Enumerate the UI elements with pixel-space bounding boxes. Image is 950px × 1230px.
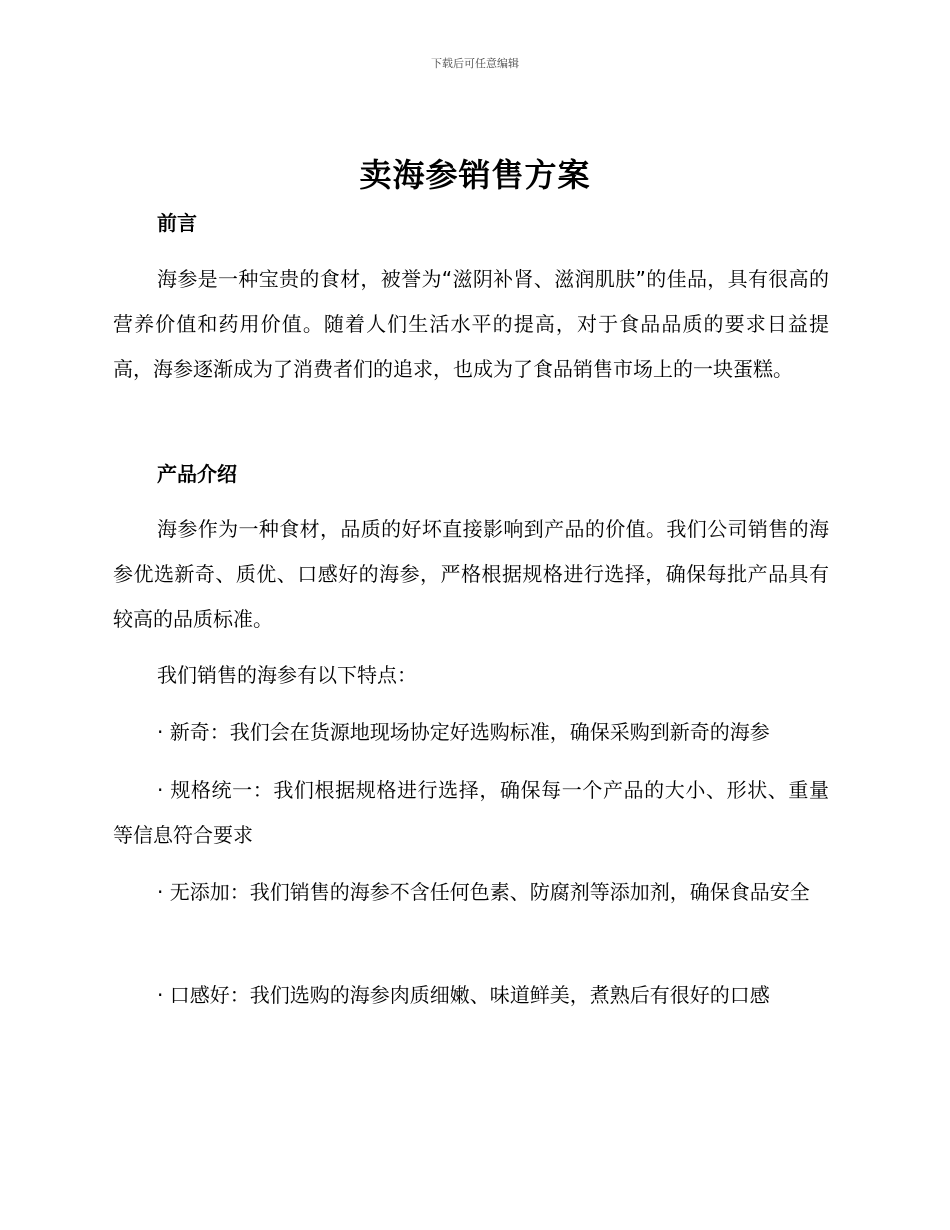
- document-title: 卖海参销售方案: [359, 156, 591, 194]
- features-intro: 我们销售的海参有以下特点：: [157, 663, 417, 687]
- preface-heading: 前言: [157, 211, 197, 235]
- feature-item-no-additives: · 无添加：我们销售的海参不含任何色素、防腐剂等添加剂，确保食品安全: [157, 880, 810, 904]
- feature-item-uniform-spec: · 规格统一：我们根据规格进行选择，确保每一个产品的大小、形状、重量等信息符合要求: [113, 778, 829, 847]
- feature-item-taste: · 口感好：我们选购的海参肉质细嫩、味道鲜美，煮熟后有很好的口感: [157, 983, 770, 1007]
- feature-item-novel: · 新奇：我们会在货源地现场协定好选购标准，确保采购到新奇的海参: [157, 720, 770, 744]
- product-paragraph: 海参作为一种食材，品质的好坏直接影响到产品的价值。我们公司销售的海参优选新奇、质优、口感好的海参，严格根据规格进行选择，确保每批产品具有较高的品质标准。: [113, 517, 829, 631]
- header-note: 下载后可任意编辑: [431, 57, 519, 70]
- product-heading: 产品介绍: [157, 462, 237, 486]
- preface-paragraph: 海参是一种宝贵的食材，被誉为“滋阴补肾、滋润肌肤”的佳品，具有很高的营养价值和药用价值。随着人们生活水平的提高，对于食品品质的要求日益提高，海参逐渐成为了消费者们的追求，也成为了食品销售市场上的一块蛋糕。: [113, 267, 829, 381]
